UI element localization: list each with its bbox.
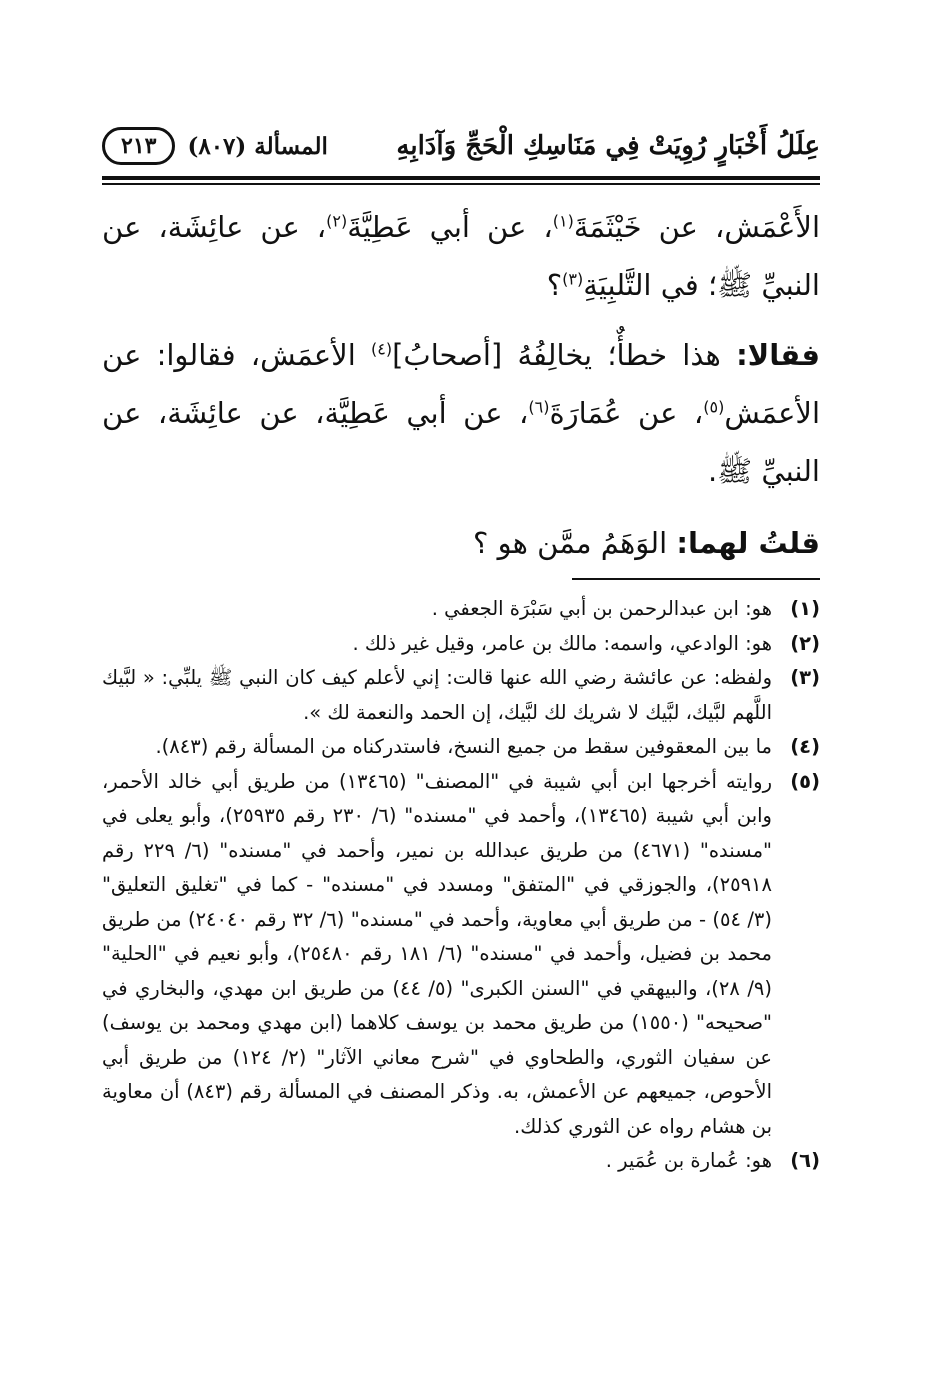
footnote-2 xyxy=(102,627,820,662)
footnote-ref-5[interactable]: (٥) xyxy=(703,397,725,417)
header-rule-thick xyxy=(102,176,820,180)
header-meta xyxy=(102,127,328,165)
header-rule-thin xyxy=(102,183,820,185)
book-title: عِلَلُ أَخْبَارٍ رُوِيَتْ فِي مَنَاسِكِ الْحَجِّ وَآدَابِهِ xyxy=(396,131,820,161)
footnote-text: هو: ابن عبدالرحمن بن أبي سَبْرَة الجعفي . xyxy=(431,597,772,620)
footnote-number: (٤) xyxy=(790,735,820,758)
p1-text-1: الأَعْمَش، عن خَيْثَمَةَ xyxy=(573,210,820,244)
p2-text-4: ، عن أبي عَطِيَّة، عن عائِشَة، عن النبيِّ ﷺ. xyxy=(102,396,820,488)
footnote-5 xyxy=(102,765,820,1145)
footnote-text: ولفظه: عن عائشة رضي الله عنها قالت: إني لأعلم كيف كان النبي ﷺ يلبِّي: « لبَّيك اللَّهم لبَّيك، لبَّيك لا شريك لك لبَّيك، إن الحمد والنعمة لك ». xyxy=(102,666,772,724)
p2-text-2: الأعمَش، فقالوا: عن الأعمَش xyxy=(102,338,820,430)
footnote-ref-1[interactable]: (١) xyxy=(552,211,574,231)
footnote-number: (٢) xyxy=(790,631,820,655)
footnote-separator xyxy=(572,578,820,580)
footnote-text: روايته أخرجها ابن أبي شيبة في "المصنف" (١٣٤٦٥) من طريق أبي خالد الأحمر، وابن أبي شيبة (١٣٤٦٥)، وأحمد في "مسنده" (٦/ ٢٣٠ رقم ٢٥٩٣٥)، وأبو يعلى في "مسنده" (٤٦٧١) من طريق عبدالله بن نمير، وأحمد في "مسنده" (٦/ ٢٢٩ رقم ٢٥٩١٨)، والجوزقي في "المتفق" ومسدد في "مسنده" - كما في "تغليق التعليق" (٣/ ٥٤) - من طريق أبي معاوية، وأحمد في "مسنده" (٦/ ٣٢ رقم ٢٤٠٤٠) من طريق محمد بن فضيل، وأحمد في "مسنده" (٦/ ١٨١ رقم ٢٥٤٨٠)، وأبو نعيم في "الحلية" (٩/ ٢٨)، والبيهقي في "السنن الكبرى" (٥/ ٤٤) من طريق ابن مهدي، والبخاري في "صحيحه" (١٥٥٠) من طريق محمد بن يوسف كلاهما (ابن مهدي ومحمد بن يوسف) عن سفيان الثوري، والطحاوي في "شرح معاني الآثار" (٢/ ١٢٤) من طريق أبي الأحوص، جميعهم عن الأعمش، به. وذكر المصنف في المسألة رقم (٨٤٣) أن معاوية بن هشام رواه عن الثوري كذلك. xyxy=(102,769,772,1138)
footnote-text: هو: الوادعي، واسمه: مالك بن عامر، وقيل غير ذلك . xyxy=(352,631,772,655)
p3-lead: قلتُ لهما: xyxy=(676,526,820,560)
footnote-ref-6[interactable]: (٦) xyxy=(528,397,550,417)
footnote-text: هو: عُمارة بن عُمَير . xyxy=(605,1149,772,1172)
footnote-4 xyxy=(102,730,820,765)
p1-text-3: ، عن عائِشَة، عن النبيِّ ﷺ؛ في التَّلبِيَةِ xyxy=(102,210,820,302)
footnote-ref-4[interactable]: (٤) xyxy=(370,339,393,359)
page-number: ٢١٣ xyxy=(102,127,175,165)
p2-text-3: ، عن عُمَارَةَ xyxy=(549,396,704,430)
footnote-number: (٣) xyxy=(790,666,820,689)
p2-lead: فقالا: xyxy=(736,338,821,372)
paragraph-1 xyxy=(102,198,820,314)
footnote-number: (١) xyxy=(790,597,820,620)
footnote-ref-2[interactable]: (٢) xyxy=(326,211,348,231)
p1-text-2: ، عن أبي عَطِيَّةَ xyxy=(347,210,553,244)
footnote-1 xyxy=(102,592,820,627)
footnote-number: (٥) xyxy=(790,769,820,793)
footnote-text: ما بين المعقوفين سقط من جميع النسخ، فاستدركناه من المسألة رقم (٨٤٣). xyxy=(155,735,772,758)
page-header xyxy=(102,122,820,170)
paragraph-2 xyxy=(102,326,820,500)
p2-text-1: هذا خطأٌ؛ يخالِفُهُ [أصحابُ] xyxy=(392,338,737,372)
footnote-6 xyxy=(102,1144,820,1179)
footnote-ref-3[interactable]: (٣) xyxy=(562,269,584,289)
footnote-3 xyxy=(102,661,820,730)
footnotes xyxy=(102,592,820,1179)
main-text xyxy=(102,198,820,572)
p1-text-4: ؟ xyxy=(546,268,563,302)
issue-number: المسألة (٨٠٧) xyxy=(187,132,328,160)
footnote-number: (٦) xyxy=(790,1149,820,1172)
p3-text: الوَهَمُ ممَّن هو ؟ xyxy=(473,526,677,560)
paragraph-3 xyxy=(102,514,820,572)
